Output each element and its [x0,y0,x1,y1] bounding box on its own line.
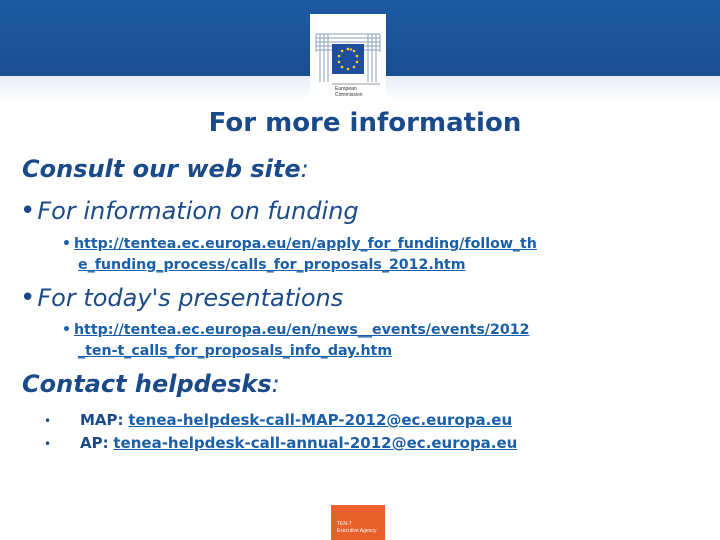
helpdesk-list [44,409,517,455]
funding-link-block [62,234,712,276]
bullet-icon: • [62,322,71,338]
funding-link[interactable]: http://tentea.ec.europa.eu/en/apply_for_funding/follow_th [73,236,537,252]
bullet-icon: • [20,283,36,313]
helpdesk-heading-colon: : [271,370,280,398]
funding-link-line2 [62,255,712,276]
bullet-icon: • [44,437,52,451]
footer-logo-line2: Executive Agency [337,528,377,534]
helpdesk-item-map [44,409,517,432]
bullet-funding [20,196,359,226]
footer-logo-line1: TEN-T [337,521,352,527]
funding-link-line1 [62,234,712,255]
bullet-icon: • [20,196,36,226]
helpdesk-email-link[interactable]: tenea-helpdesk-call-MAP-2012@ec.europa.eu [128,411,513,429]
helpdesk-label: AP: [80,434,109,452]
logo-text [335,86,363,98]
presentations-link-line2 [62,341,712,362]
funding-link-cont[interactable]: e_funding_process/calls_for_proposals_2012.htm [78,257,466,273]
bullet-funding-text: For information on funding [37,197,359,225]
bullet-icon: • [62,236,71,252]
presentations-link-line1 [62,320,712,341]
logo-text-line1: European [335,86,357,92]
bullet-presentations-text: For today's presentations [37,284,344,312]
web-site-heading-colon: : [300,155,309,183]
page-title: For more information [208,108,522,138]
helpdesk-heading-text: Contact helpdesks [22,370,272,398]
european-commission-logo [310,14,386,100]
helpdesk-heading [22,370,280,398]
helpdesk-label: MAP: [80,411,124,429]
presentations-link-block [62,320,712,362]
web-site-heading [22,155,309,183]
helpdesk-item-ap [44,432,517,455]
bullet-presentations [20,283,343,313]
presentations-link[interactable]: http://tentea.ec.europa.eu/en/news__events/events/2012 [73,322,530,338]
helpdesk-email-link[interactable]: tenea-helpdesk-call-annual-2012@ec.europa.eu [113,434,518,452]
logo-text-line2: Commission [335,92,363,98]
ten-t-agency-logo [331,505,385,540]
presentations-link-cont[interactable]: _ten-t_calls_for_proposals_info_day.htm [78,343,393,359]
web-site-heading-text: Consult our web site [22,155,301,183]
bullet-icon: • [44,414,52,428]
